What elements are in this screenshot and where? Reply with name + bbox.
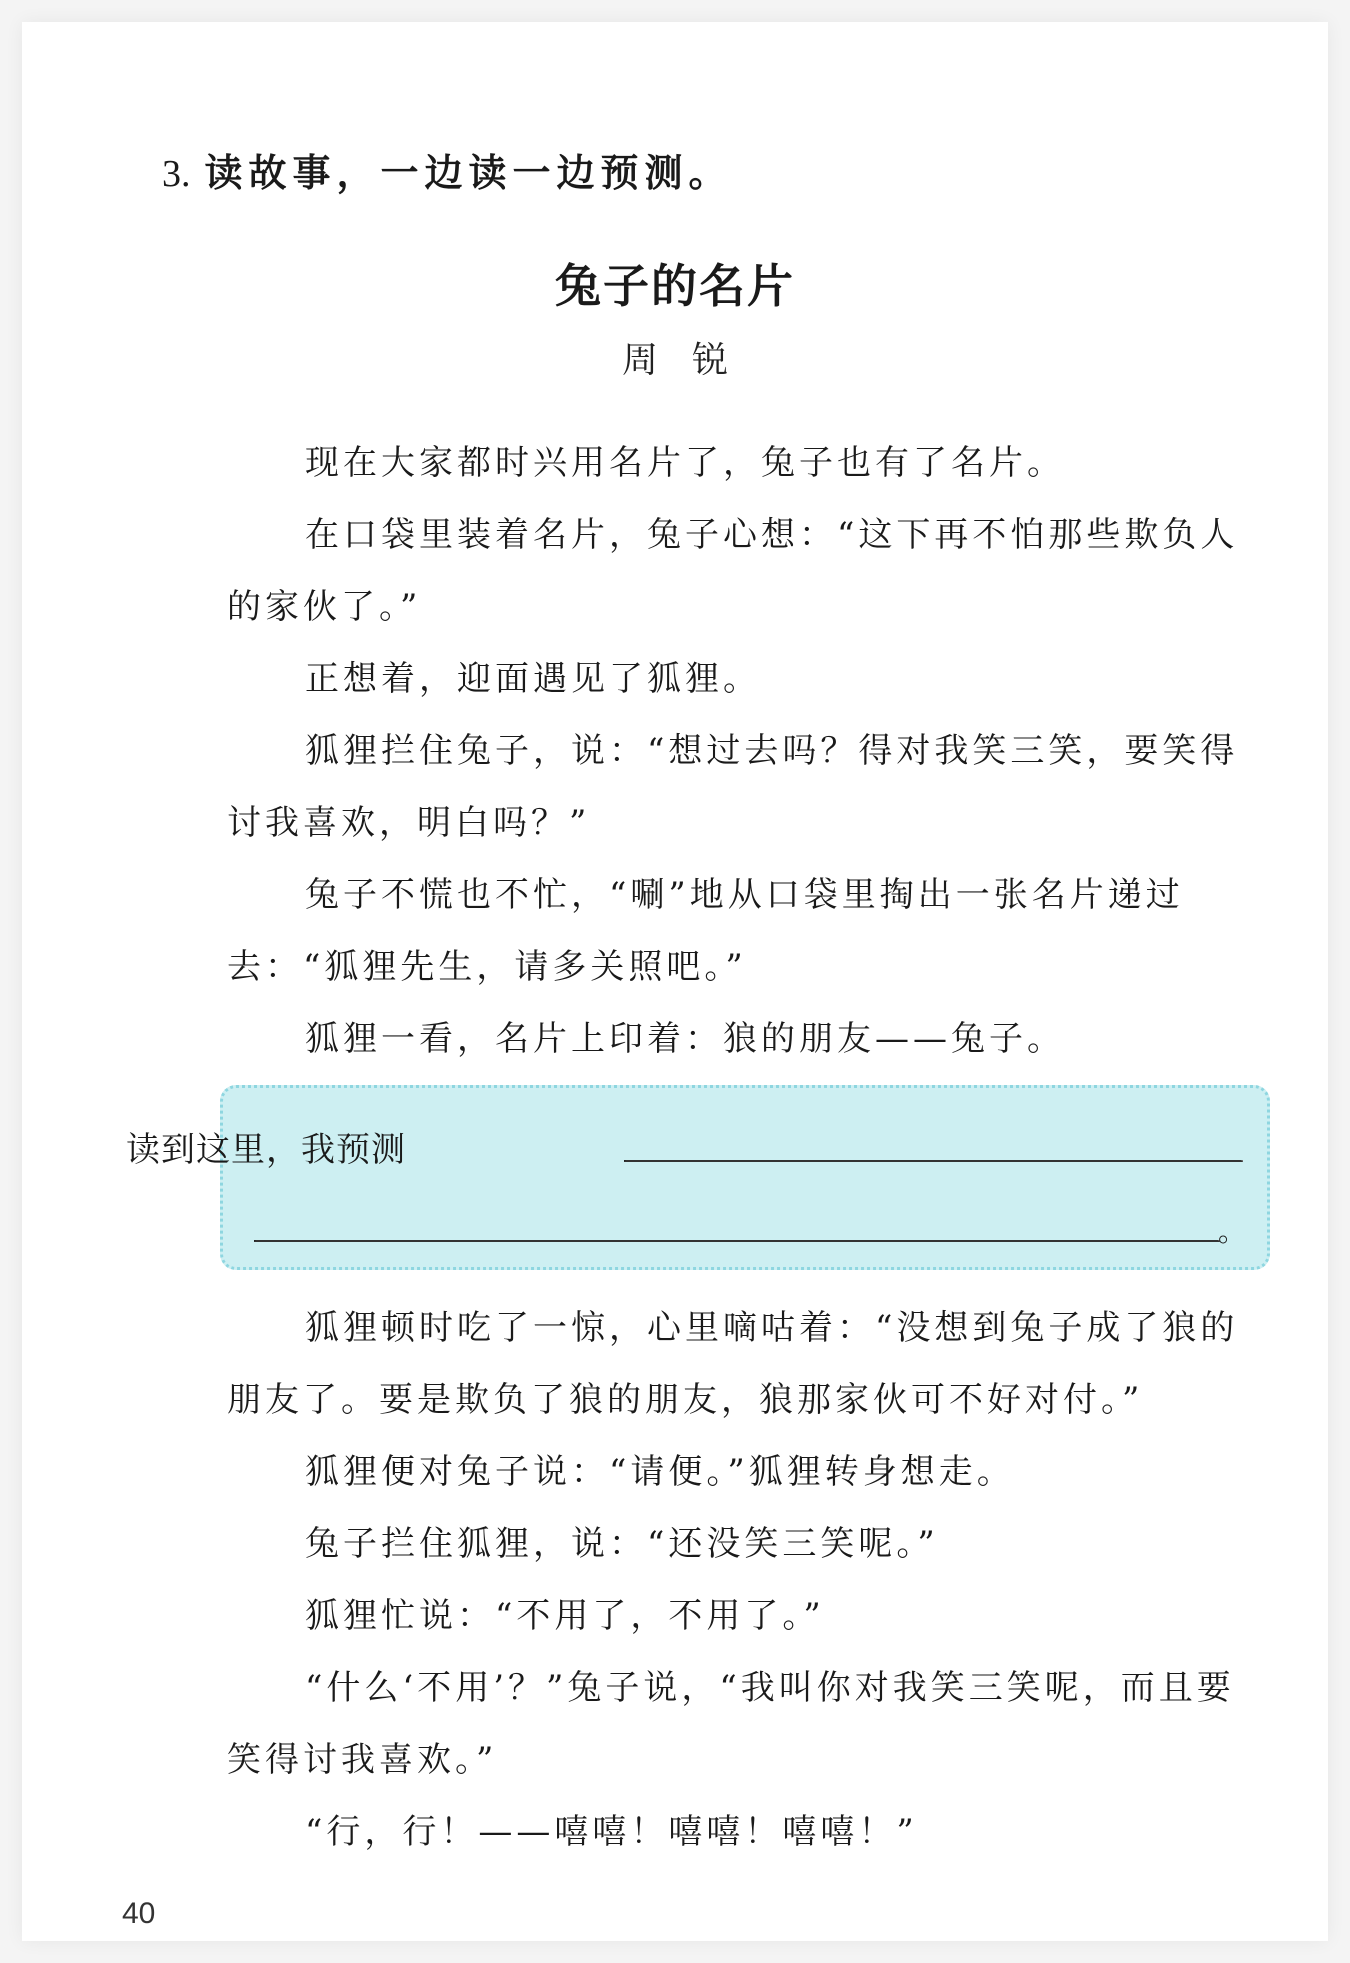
story-text-part-1 [227, 427, 1267, 1075]
story-text-part-2 [227, 1292, 1267, 1868]
prediction-box [220, 1085, 1270, 1270]
task-number: 3. [162, 153, 191, 195]
story-paragraph: 狐狸忙说：“不用了，不用了。” [305, 1596, 825, 1636]
page-number: 40 [122, 1897, 156, 1930]
story-paragraph: 狐狸顿时吃了一惊，心里嘀咕着：“没想到兔子成了狼的朋友了。要是欺负了狼的朋友，狼那家伙可不好对付。” [227, 1308, 1239, 1420]
story-paragraph: 狐狸一看，名片上印着：狼的朋友——兔子。 [305, 1019, 1065, 1059]
story-paragraph: 正想着，迎面遇见了狐狸。 [305, 659, 761, 699]
story-paragraph: “什么‘不用’？”兔子说，“我叫你对我笑三笑呢，而且要笑得讨我喜欢。” [227, 1668, 1235, 1780]
story-title: 兔子的名片 [555, 259, 795, 313]
task-instruction: 读故事，一边读一边预测。 [204, 150, 733, 195]
story-paragraph: 狐狸便对兔子说：“请便。”狐狸转身想走。 [305, 1452, 1015, 1492]
prediction-prompt: 读到这里，我预测 [126, 1130, 406, 1170]
story-paragraph: 兔子拦住狐狸，说：“还没笑三笑呢。” [305, 1524, 939, 1564]
story-paragraph: 狐狸拦住兔子，说：“想过去吗？得对我笑三笑，要笑得讨我喜欢，明白吗？” [227, 731, 1239, 843]
story-paragraph: 兔子不慌也不忙，“唰”地从口袋里掏出一张名片递过去：“狐狸先生，请多关照吧。” [227, 875, 1184, 987]
prediction-answer-line-2[interactable] [254, 1240, 1220, 1242]
prediction-ending-period: 。 [1218, 1215, 1247, 1248]
story-paragraph: 现在大家都时兴用名片了，兔子也有了名片。 [305, 443, 1065, 483]
task-heading [162, 142, 733, 197]
story-paragraph: “行，行！——嘻嘻！嘻嘻！嘻嘻！” [305, 1812, 918, 1852]
prediction-answer-line-1[interactable] [624, 1160, 1243, 1162]
story-paragraph: 在口袋里装着名片，兔子心想：“这下再不怕那些欺负人的家伙了。” [227, 515, 1239, 627]
story-author: 周锐 [621, 340, 762, 381]
textbook-page [22, 22, 1328, 1941]
